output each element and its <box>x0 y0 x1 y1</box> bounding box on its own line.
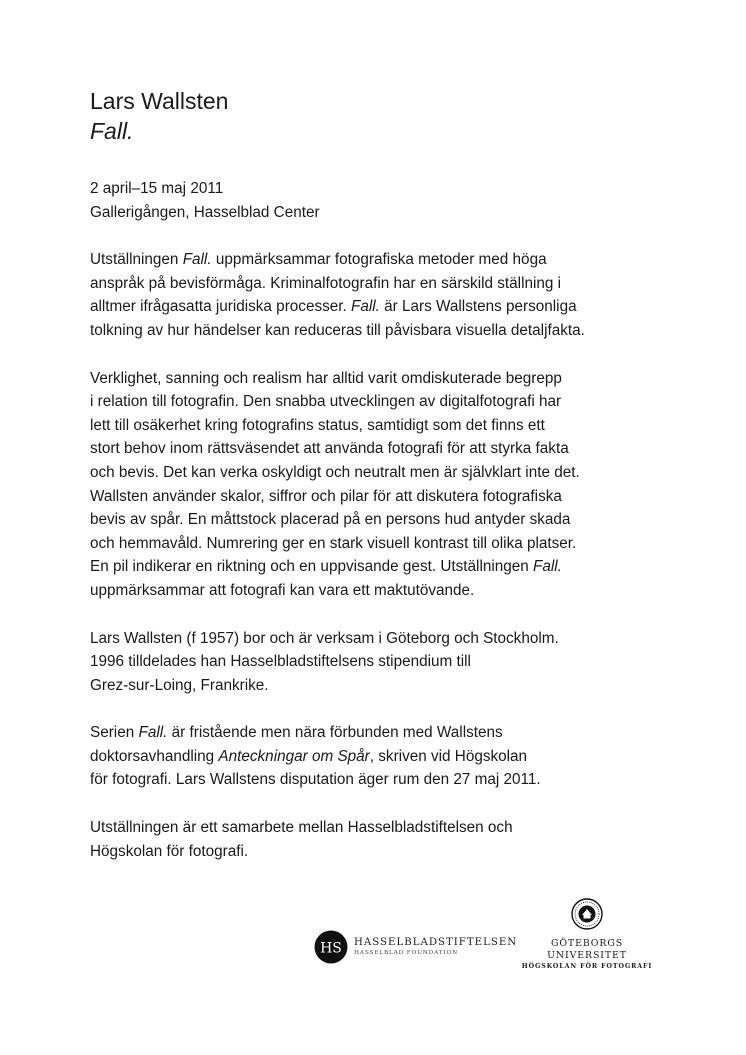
paragraph-intro <box>90 248 690 342</box>
university-seal-icon <box>571 898 603 930</box>
press-release <box>90 86 690 863</box>
text-line: och bevis. Det kan verka oskyldigt och neutralt men är självklart inte det. <box>90 463 580 481</box>
text-line: stort behov inom rättsväsendet att använda fotografi för att styrka fakta <box>90 440 569 458</box>
paragraph-series <box>90 721 690 792</box>
exhibition-title: Fall. <box>90 118 134 144</box>
text-line: bevis av spår. En måttstock placerad på en persons hud antyder skada <box>90 511 571 529</box>
text-line: Lars Wallsten (f 1957) bor och är verksam i Göteborg och Stockholm. <box>90 629 559 647</box>
text-line: alltmer ifrågasatta juridiska processer. Fall. är Lars Wallstens personliga <box>90 298 577 316</box>
text-line: och hemmavåld. Numrering ger en stark visuell kontrast till olika platser. <box>90 534 577 552</box>
goteborgs-universitet-logo <box>512 898 662 971</box>
text-line: Högskolan för fotografi. <box>90 842 249 860</box>
logo-row <box>310 898 680 968</box>
hs-monogram-icon <box>314 930 348 964</box>
exhibition-info <box>90 177 690 224</box>
text-line: Utställningen är ett samarbete mellan Hasselbladstiftelsen och <box>90 819 513 837</box>
artist-name: Lars Wallsten <box>90 88 229 114</box>
text-line: Wallsten använder skalor, siffror och pilar för att diskutera fotografiska <box>90 487 562 505</box>
exhibition-venue: Gallerigången, Hasselblad Center <box>90 203 320 221</box>
university-name: GÖTEBORGS UNIVERSITET <box>547 938 627 961</box>
hasselblad-foundation-logo <box>314 930 517 964</box>
text-line: doktorsavhandling Anteckningar om Spår, skriven vid Högskolan <box>90 747 528 765</box>
paragraph-collaboration <box>90 816 690 863</box>
svg-text:HS: HS <box>320 940 342 957</box>
text-line: i relation till fotografin. Den snabba utvecklingen av digitalfotografi har <box>90 393 562 411</box>
text-line: Verklighet, sanning och realism har alltid varit omdiskuterade begrepp <box>90 369 562 387</box>
paragraph-reality <box>90 367 690 603</box>
text-line: Utställningen Fall. uppmärksammar fotografiska metoder med höga <box>90 251 547 269</box>
text-line: En pil indikerar en riktning och en uppvisande gest. Utställningen Fall. <box>90 558 562 576</box>
text-line: uppmärksammar att fotografi kan vara ett maktutövande. <box>90 581 475 599</box>
paragraph-bio <box>90 627 690 698</box>
text-line: för fotografi. Lars Wallstens disputation äger rum den 27 maj 2011. <box>90 771 541 789</box>
hasselblad-foundation-subtitle: HASSELBLAD FOUNDATION <box>354 950 458 956</box>
text-line: Grez-sur-Loing, Frankrike. <box>90 676 269 694</box>
text-line: Serien Fall. är fristående men nära förbunden med Wallstens <box>90 724 503 742</box>
hasselblad-foundation-name: HASSELBLADSTIFTELSEN <box>354 937 518 948</box>
text-line: tolkning av hur händelser kan reduceras till påvisbara visuella detaljfakta. <box>90 321 585 339</box>
text-line: lett till osäkerhet kring fotografins status, samtidigt som det finns ett <box>90 416 545 434</box>
school-name: HÖGSKOLAN FÖR FOTOGRAFI <box>521 963 653 970</box>
text-line: anspråk på bevisförmåga. Kriminalfotografin har en särskild ställning i <box>90 274 562 292</box>
exhibition-dates: 2 april–15 maj 2011 <box>90 180 224 197</box>
text-line: 1996 tilldelades han Hasselbladstiftelsens stipendium till <box>90 653 471 671</box>
